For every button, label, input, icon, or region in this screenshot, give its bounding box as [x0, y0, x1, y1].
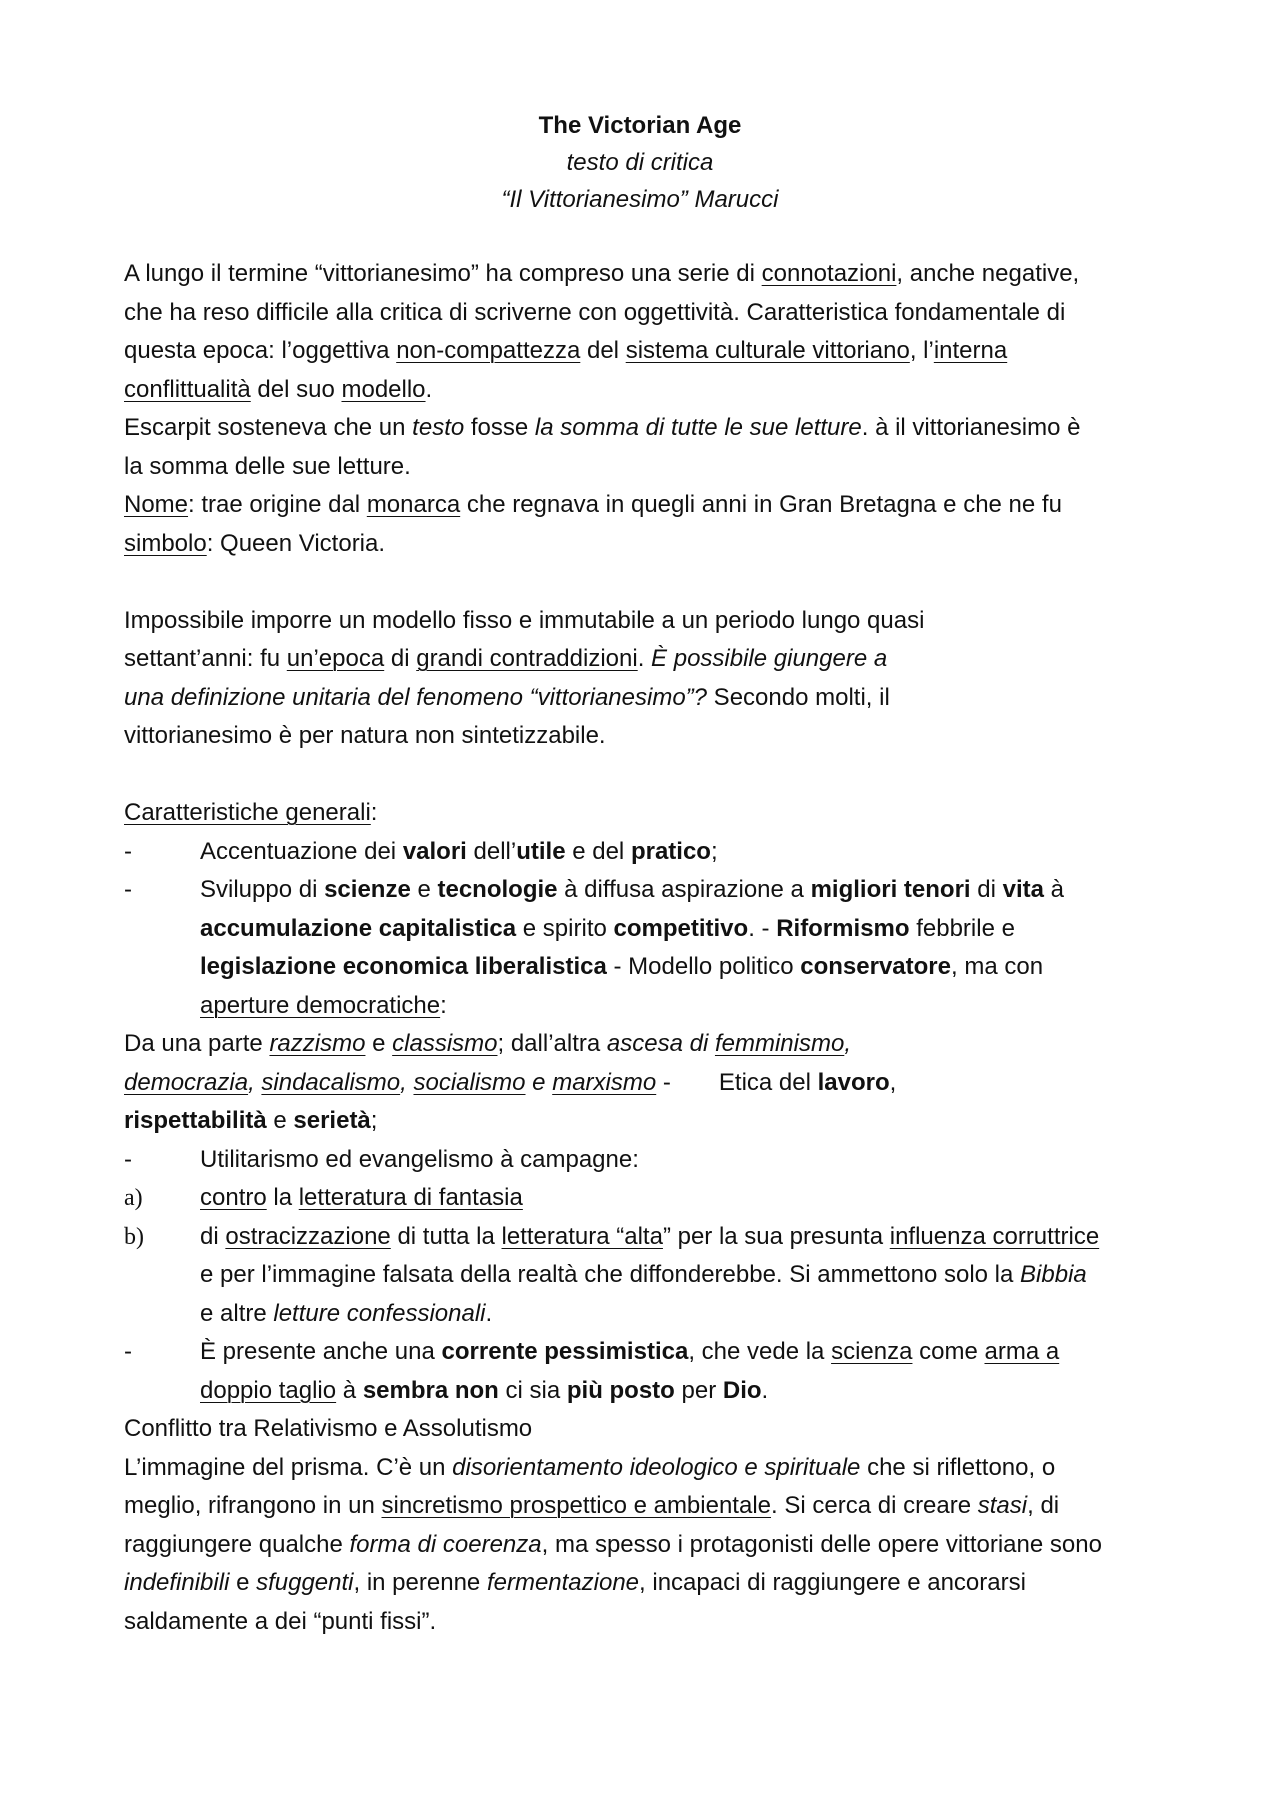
- text-run: Da una parte: [124, 1030, 270, 1057]
- italic-term: e: [525, 1068, 553, 1096]
- text-run: , ma spesso i protagonisti delle opere vittoriane sono: [541, 1530, 1102, 1558]
- italic-term: indefinibili: [124, 1569, 230, 1596]
- text-run: fosse: [464, 414, 535, 441]
- bold-term: lavoro: [817, 1068, 890, 1096]
- text-run: ;: [370, 1107, 378, 1134]
- text-run: à diffusa aspirazione a: [557, 876, 811, 903]
- italic-term: È possibile giungere a: [651, 645, 888, 672]
- paragraph-line: [124, 1064, 1164, 1103]
- list-marker: a): [124, 1185, 143, 1211]
- underlined-term: un’epoca: [286, 645, 385, 672]
- document-body: [124, 255, 1164, 1641]
- bullet-continuation: [124, 948, 1164, 987]
- italic-term: testo: [412, 414, 465, 441]
- text-run: L’immagine del prisma. C’è un: [124, 1453, 453, 1481]
- paragraph-line: [124, 1449, 1164, 1488]
- bullet-marker: -: [124, 876, 132, 903]
- underlined-term: sistema culturale vittoriano: [625, 337, 910, 364]
- paragraph-gap: [124, 563, 1164, 602]
- paragraph-line: [124, 679, 1164, 718]
- paragraph-line: [124, 1025, 1164, 1064]
- text-run: e del: [565, 837, 631, 865]
- text-run: à: [1043, 876, 1064, 903]
- underlined-term: Caratteristiche generali: [124, 799, 371, 826]
- underlined-term: sincretismo prospettico e ambientale: [381, 1492, 772, 1519]
- italic-term: sfuggenti: [256, 1569, 354, 1596]
- italic-underlined-term: classismo: [392, 1030, 498, 1057]
- italic-term: Bibbia: [1020, 1261, 1087, 1288]
- text-run: - Modello politico: [606, 953, 801, 980]
- italic-underlined-term: marxismo: [552, 1068, 657, 1096]
- bold-term: serietà: [293, 1107, 371, 1134]
- paragraph-line: [124, 486, 1164, 525]
- underlined-term: interna: [933, 337, 1008, 364]
- text-run: Secondo molti, il: [707, 683, 890, 711]
- text-run: , che vede la: [688, 1338, 832, 1365]
- underlined-term: letteratura “alta: [501, 1222, 663, 1250]
- text-run: . Si cerca di creare: [771, 1492, 978, 1519]
- paragraph-line: [124, 1102, 1164, 1141]
- text-run: di: [384, 645, 417, 672]
- text-run: di tutta la: [390, 1222, 502, 1250]
- paragraph-line: Conflitto tra Relativismo e Assolutismo: [124, 1415, 533, 1442]
- underlined-term: connotazioni: [761, 260, 897, 287]
- italic-term: la somma di tutte le sue letture: [534, 414, 862, 441]
- text-run: à: [336, 1376, 363, 1404]
- underlined-term: doppio taglio: [200, 1376, 337, 1404]
- italic-underlined-term: democrazia: [124, 1068, 249, 1096]
- text-run: Accentuazione dei: [200, 837, 403, 865]
- italic-term: letture confessionali: [273, 1299, 486, 1327]
- underlined-term: grandi contraddizioni: [416, 645, 638, 672]
- italic-term: una definizione unitaria del fenomeno “vittorianesimo”?: [124, 683, 708, 711]
- list-item-b: [124, 1218, 1164, 1257]
- paragraph-line: [124, 255, 1164, 294]
- text-run: :: [440, 991, 447, 1019]
- paragraph-line: [124, 1487, 1164, 1526]
- bold-term: tecnologie: [437, 876, 558, 903]
- italic-underlined-term: razzismo: [269, 1030, 366, 1057]
- list-marker: b): [124, 1223, 144, 1250]
- text-run: del suo: [250, 375, 342, 403]
- underlined-term: modello: [341, 375, 426, 403]
- italic-term: ,: [400, 1068, 414, 1096]
- list-continuation: [124, 1295, 1164, 1334]
- bold-term: Dio: [722, 1376, 762, 1404]
- bullet-continuation: [124, 1372, 1164, 1411]
- bold-term: valori: [402, 837, 467, 865]
- text-run: e: [229, 1569, 257, 1596]
- bold-term: conservatore: [800, 953, 951, 980]
- list-continuation: [124, 1256, 1164, 1295]
- italic-term: forma di coerenza: [349, 1530, 542, 1558]
- text-run: , anche negative,: [896, 260, 1080, 287]
- text-run: che regnava in quegli anni in Gran Bretagna e che ne fu: [460, 491, 1062, 518]
- text-run: e: [266, 1107, 294, 1134]
- italic-term: ,: [844, 1030, 851, 1057]
- text-run: per: [674, 1376, 723, 1404]
- text-run: ; dall’altra: [497, 1030, 607, 1057]
- paragraph-line: Impossibile imporre un modello fisso e immutabile a un periodo lungo quasi: [124, 606, 925, 634]
- text-run: ci sia: [498, 1376, 567, 1404]
- bullet-item: [124, 871, 1164, 910]
- text-run: , di: [1027, 1492, 1060, 1519]
- text-run: , ma con: [951, 953, 1044, 980]
- underlined-term: arma a: [984, 1338, 1060, 1365]
- text-run: la: [266, 1184, 299, 1211]
- text-run: .: [761, 1376, 769, 1404]
- text-run: e altre: [200, 1299, 274, 1327]
- document-source: “Il Vittorianesimo” Marucci: [501, 186, 779, 213]
- text-run: , in perenne: [353, 1569, 487, 1596]
- bold-term: corrente pessimistica: [441, 1338, 689, 1365]
- bold-term: utile: [516, 837, 566, 865]
- italic-term: ,: [248, 1068, 262, 1096]
- section-heading: [124, 794, 1164, 833]
- text-run: È presente anche una: [200, 1338, 442, 1365]
- text-run: .: [485, 1299, 493, 1327]
- underlined-term: contro: [200, 1184, 267, 1211]
- paragraph-line: la somma delle sue letture.: [124, 452, 411, 480]
- text-run: -: [656, 1068, 671, 1096]
- paragraph-line: [124, 1526, 1164, 1565]
- text-run: e per l’immagine falsata della realtà che diffonderebbe. Si ammettono solo la: [200, 1261, 1021, 1288]
- document-header: [0, 107, 1280, 218]
- document-title: The Victorian Age: [538, 112, 742, 139]
- paragraph-line: vittorianesimo è per natura non sintetizzabile.: [124, 722, 606, 749]
- text-run: : trae origine dal: [188, 491, 367, 518]
- paragraph-line: saldamente a dei “punti fissi”.: [124, 1607, 437, 1635]
- bullet-marker: -: [124, 1145, 132, 1173]
- underlined-term: Nome: [124, 491, 189, 518]
- text-run: e: [365, 1030, 393, 1057]
- text-run: : Queen Victoria.: [206, 529, 386, 557]
- bold-term: pratico: [630, 837, 711, 865]
- text-run: Escarpit sosteneva che un: [124, 414, 413, 441]
- text-run: A lungo il termine “vittorianesimo” ha compreso una serie di: [124, 260, 762, 287]
- bullet-item: [124, 833, 1164, 872]
- text-run: Etica del: [718, 1068, 818, 1096]
- text-run: e: [410, 876, 438, 903]
- text-run: Utilitarismo ed evangelismo à campagne:: [200, 1145, 639, 1173]
- bold-term: Riformismo: [776, 914, 910, 942]
- italic-underlined-term: femminismo: [714, 1030, 845, 1057]
- text-run: del: [580, 337, 626, 364]
- text-run: di: [970, 876, 1003, 903]
- bold-term: vita: [1002, 876, 1044, 903]
- bullet-item: [124, 1333, 1164, 1372]
- text-run: . à il vittorianesimo è: [861, 414, 1081, 441]
- paragraph-line: [124, 1564, 1164, 1603]
- bullet-marker: -: [124, 1338, 132, 1365]
- underlined-term: scienza: [831, 1338, 913, 1365]
- bold-term: competitivo: [613, 914, 749, 942]
- bold-term: scienze: [324, 876, 411, 903]
- list-item-a: [124, 1179, 1164, 1218]
- bullet-item: [124, 1141, 1164, 1180]
- text-run: ,: [889, 1068, 897, 1096]
- underlined-term: letteratura di fantasia: [298, 1184, 523, 1211]
- text-run: come: [912, 1338, 985, 1365]
- paragraph-line: [124, 640, 1164, 679]
- bullet-continuation: [124, 987, 1164, 1026]
- bold-term: migliori tenori: [810, 876, 971, 903]
- underlined-term: monarca: [366, 491, 461, 518]
- underlined-term: conflittualità: [124, 375, 251, 403]
- underlined-term: ostracizzazione: [225, 1222, 391, 1250]
- paragraph-line: [124, 371, 1164, 410]
- text-run: meglio, rifrangono in un: [124, 1492, 382, 1519]
- text-run: febbrile e: [909, 914, 1015, 942]
- bullet-marker: -: [124, 837, 132, 865]
- text-run: ” per la sua presunta: [662, 1222, 890, 1250]
- italic-term: stasi: [977, 1492, 1028, 1519]
- text-run: .: [637, 645, 652, 672]
- underlined-term: non-compattezza: [396, 337, 581, 364]
- bullet-continuation: [124, 910, 1164, 949]
- paragraph-gap: [124, 756, 1164, 795]
- text-run: raggiungere qualche: [124, 1530, 350, 1558]
- text-run: di: [200, 1222, 226, 1250]
- paragraph-line: [124, 409, 1164, 448]
- text-run: dell’: [466, 837, 517, 865]
- bold-term: legislazione economica liberalistica: [200, 953, 607, 980]
- italic-term: fermentazione: [486, 1569, 640, 1596]
- text-run: questa epoca: l’oggettiva: [124, 337, 397, 364]
- underlined-term: aperture democratiche: [200, 991, 441, 1019]
- italic-term: disorientamento ideologico e spirituale: [452, 1453, 861, 1481]
- document-subtitle: testo di critica: [566, 149, 714, 176]
- text-run: . -: [748, 914, 777, 942]
- bold-term: sembra non: [362, 1376, 499, 1404]
- text-run: ;: [710, 837, 718, 865]
- bold-term: più posto: [566, 1376, 675, 1404]
- italic-underlined-term: socialismo: [413, 1068, 526, 1096]
- underlined-term: simbolo: [124, 529, 207, 557]
- paragraph-line: [124, 525, 1164, 564]
- text-run: e spirito: [516, 914, 614, 942]
- text-run: Sviluppo di: [200, 876, 325, 903]
- text-run: .: [425, 375, 433, 403]
- text-run: , incapaci di raggiungere e ancorarsi: [639, 1569, 1026, 1596]
- paragraph-line: [124, 332, 1164, 371]
- bold-term: accumulazione capitalistica: [200, 914, 517, 942]
- underlined-term: influenza corruttrice: [889, 1222, 1100, 1250]
- text-run: :: [370, 799, 378, 826]
- italic-term: ascesa di: [606, 1030, 715, 1057]
- paragraph-line: che ha reso difficile alla critica di scriverne con oggettività. Caratteristica fondamentale di: [124, 298, 1066, 326]
- text-run: settant’anni: fu: [124, 645, 287, 672]
- italic-underlined-term: sindacalismo: [261, 1068, 401, 1096]
- text-run: , l’: [909, 337, 934, 364]
- bold-term: rispettabilità: [124, 1107, 267, 1134]
- text-run: che si riflettono, o: [860, 1453, 1056, 1481]
